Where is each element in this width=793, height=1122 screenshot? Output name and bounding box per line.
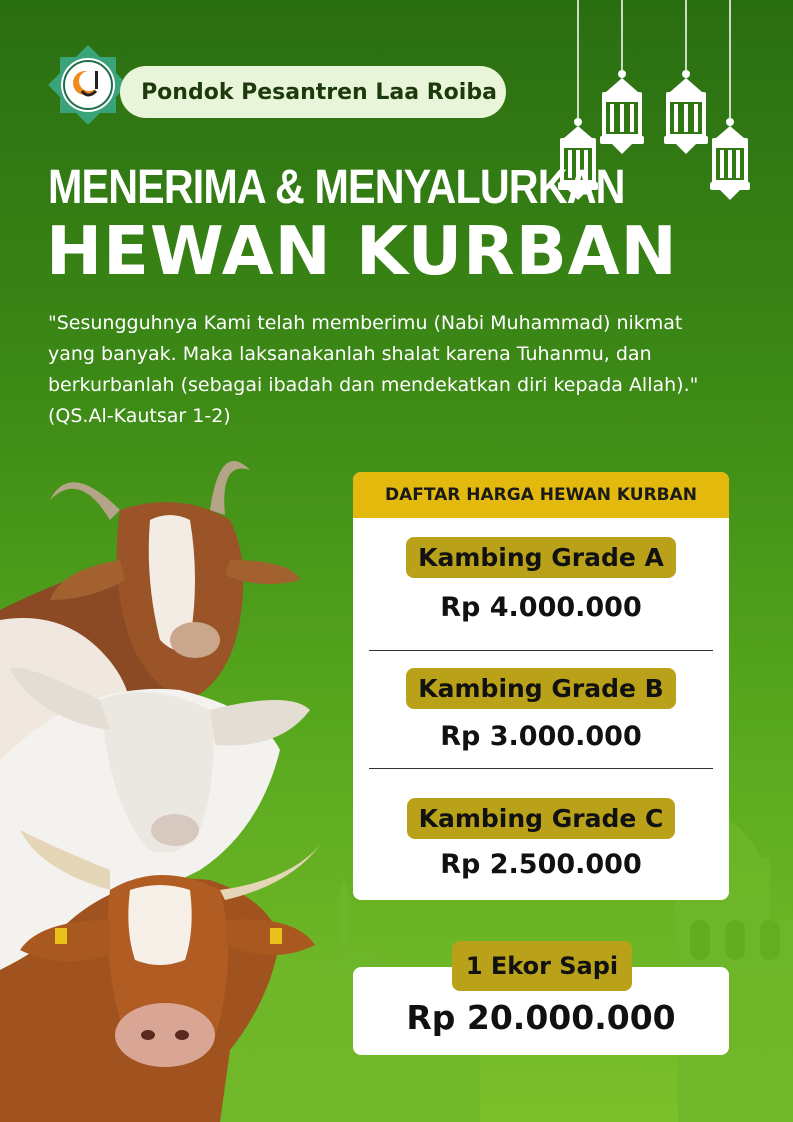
price-item-grade-a: [353, 537, 729, 623]
price-item-grade-c: [353, 798, 729, 880]
grade-b-price: Rp 3.000.000: [440, 721, 642, 752]
organization-name: Pondok Pesantren Laa Roiba: [120, 66, 506, 118]
cow-offer-price: Rp 20.000.000: [406, 998, 676, 1037]
price-list-header: DAFTAR HARGA HEWAN KURBAN: [353, 472, 729, 518]
divider: [369, 768, 713, 769]
quran-quote: "Sesungguhnya Kami telah memberimu (Nabi Muhammad) nikmat yang banyak. Maka laksanakanlah shalat karena Tuhanmu, dan berkurbanlah (sebagai ibadah dan mendekatkan diri kepada Allah)." (QS.Al-Kautsar 1-2): [48, 312, 699, 427]
divider: [369, 650, 713, 651]
cow-offer-label: 1 Ekor Sapi: [452, 941, 632, 991]
grade-c-label: Kambing Grade C: [407, 798, 676, 839]
animals-illustration: [0, 450, 345, 1122]
grade-a-price: Rp 4.000.000: [440, 592, 642, 623]
grade-b-label: Kambing Grade B: [406, 668, 675, 709]
headline-line1: MENERIMA & MENYALURKAN: [48, 161, 625, 214]
grade-c-price: Rp 2.500.000: [440, 849, 642, 880]
price-list-card: [353, 472, 729, 900]
grade-a-label: Kambing Grade A: [406, 537, 676, 578]
headline-line2: HEWAN KURBAN: [46, 212, 678, 290]
pesantren-logo-icon: [48, 45, 128, 125]
price-item-grade-b: [353, 668, 729, 752]
